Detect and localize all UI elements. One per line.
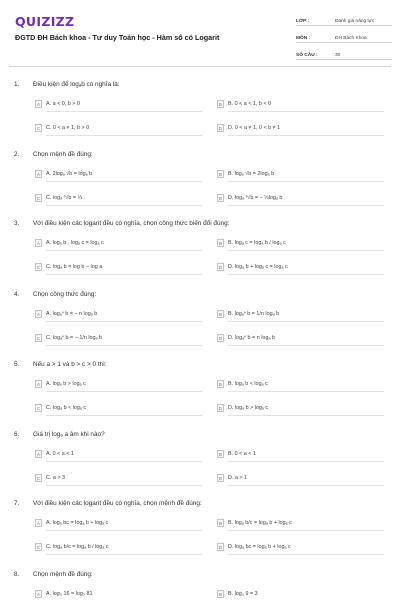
question-number: 4. <box>14 291 20 298</box>
question-number: 1. <box>14 81 20 88</box>
option-c[interactable] <box>35 541 109 553</box>
option-divider <box>46 274 202 275</box>
option-letter-box: A <box>35 310 42 318</box>
worksheet-meta <box>296 13 392 64</box>
option-text: C. logₐⁿ b = − 1/n logₐ b <box>46 335 103 341</box>
option-divider <box>228 181 384 182</box>
option-letter-box: C <box>36 195 41 201</box>
option-a[interactable] <box>35 588 93 600</box>
option-letter-box: A <box>35 590 42 598</box>
option-divider <box>228 205 384 206</box>
option-divider <box>228 391 384 392</box>
question-text: Điều kiện để logₐb có nghĩa là: <box>33 81 120 88</box>
option-divider <box>46 415 202 416</box>
option-letter-box: D <box>218 335 223 341</box>
option-letter-box: D <box>218 264 223 270</box>
meta-value: 30 <box>335 53 341 58</box>
quizizz-logo: QUIZIZZ <box>15 14 75 29</box>
option-letter-box: D <box>218 544 223 550</box>
option-d[interactable] <box>217 122 280 134</box>
question-text: Với điều kiện các logarit đều có nghĩa, chọn công thức biến đổi đúng: <box>33 220 230 227</box>
option-a[interactable] <box>35 448 74 460</box>
option-text: B. logₐ √b = 2logₐ b <box>228 171 275 177</box>
option-letter-box: B <box>217 170 224 178</box>
meta-row-class <box>296 13 392 26</box>
option-letter-box: D <box>218 475 223 481</box>
option-text: B. 0 < a < 1, b < 0 <box>228 101 272 107</box>
option-text: A. 0 < a < 1 <box>46 451 74 457</box>
option-divider <box>46 391 202 392</box>
option-text: A. logₐ b > logₐ c <box>46 381 86 387</box>
option-divider <box>228 530 384 531</box>
option-b[interactable] <box>217 168 274 180</box>
option-a[interactable] <box>35 517 108 529</box>
option-b[interactable] <box>217 517 292 529</box>
option-divider <box>46 135 202 136</box>
option-letter-box: D <box>218 125 223 131</box>
option-divider <box>228 345 384 346</box>
option-text: A. log₃ 16 = log₃ 81 <box>46 591 93 597</box>
option-text: B. log₃ 9 = 3 <box>228 591 258 597</box>
question-number: 5. <box>14 361 20 368</box>
option-text: D. logₐ b + logₐ c = logₐ c <box>228 264 288 270</box>
option-letter-box: C <box>36 125 41 131</box>
option-divider <box>228 554 384 555</box>
meta-value: Đánh giá năng lực <box>335 19 375 24</box>
option-letter-box: B <box>217 590 224 598</box>
option-letter-box: C <box>36 264 41 270</box>
option-divider <box>228 461 384 462</box>
option-divider <box>46 111 202 112</box>
option-c[interactable] <box>35 122 89 134</box>
option-text: A. 2logₐ √b = logₐ b <box>46 171 93 177</box>
question-text: Với điều kiện các logarit đều có nghĩa, chọn mệnh đề đúng: <box>33 500 202 507</box>
option-letter-box: A <box>35 519 42 527</box>
meta-label: MÔN : <box>296 36 311 41</box>
option-divider <box>228 321 384 322</box>
question-text: Giá trị logₐ a âm khi nào? <box>33 431 105 438</box>
option-text: C. logₐ ³√b = ⅓ <box>46 195 82 201</box>
meta-row-question-count <box>296 47 392 60</box>
option-divider <box>228 111 384 112</box>
meta-value: ĐH Bách Khoa <box>335 36 367 41</box>
option-divider <box>46 530 202 531</box>
question-text: Chọn mệnh đề đúng: <box>33 151 93 158</box>
question-number: 7. <box>14 500 20 507</box>
option-divider <box>228 485 384 486</box>
option-a[interactable] <box>35 98 80 110</box>
option-divider <box>46 181 202 182</box>
option-text: A. logₐ b . logₐ c = logₐ c <box>46 240 104 246</box>
option-letter-box: B <box>217 519 224 527</box>
option-c[interactable] <box>35 192 82 204</box>
question-number: 3. <box>14 220 20 227</box>
option-letter-box: D <box>218 195 223 201</box>
option-text: D. a > 1 <box>228 475 248 481</box>
option-letter-box: A <box>35 100 42 108</box>
option-text: D. logₐ bc = logₐ b + logₐ c <box>228 544 291 550</box>
option-c[interactable] <box>35 332 102 344</box>
option-divider <box>46 250 202 251</box>
option-letter-box: B <box>217 310 224 318</box>
header-divider <box>9 66 391 67</box>
option-a[interactable] <box>35 308 97 320</box>
option-letter-box: A <box>35 450 42 458</box>
option-text: D. logₐ ³√b = − ⅓logₐ b <box>228 195 283 201</box>
option-letter-box: C <box>36 475 41 481</box>
option-b[interactable] <box>217 588 258 600</box>
option-text: C. a > 3 <box>46 475 66 481</box>
option-text: B. 0 < a < 1 <box>228 451 256 457</box>
option-letter-box: C <box>36 405 41 411</box>
option-b[interactable] <box>217 98 271 110</box>
option-divider <box>46 461 202 462</box>
option-c[interactable] <box>35 402 86 414</box>
option-text: A. logₐⁿ b = − n logₐ b <box>46 311 98 317</box>
option-letter-box: D <box>218 405 223 411</box>
option-letter-box: C <box>36 544 41 550</box>
option-text: A. logₐ bc = logₐ b + logₐ c <box>46 520 109 526</box>
option-a[interactable] <box>35 378 86 390</box>
meta-label: LỚP : <box>296 19 310 24</box>
option-d[interactable] <box>217 402 268 414</box>
option-letter-box: A <box>35 239 42 247</box>
option-text: D. logₐ b > logₐ c <box>228 405 269 411</box>
option-text: B. logₐⁿ b = 1/n logₐ b <box>228 311 280 317</box>
option-text: C. logₐ b = log b − log a <box>46 264 103 270</box>
option-divider <box>228 135 384 136</box>
question-number: 6. <box>14 431 20 438</box>
option-text: C. 0 < a ≠ 1, b > 0 <box>46 125 90 131</box>
question-number: 2. <box>14 151 20 158</box>
option-letter-box: A <box>35 170 42 178</box>
option-text: B. logₐ c = logₐ b / logₐ c <box>228 240 286 246</box>
option-letter-box: B <box>217 450 224 458</box>
option-a[interactable] <box>35 168 92 180</box>
option-d[interactable] <box>217 541 291 553</box>
option-divider <box>46 345 202 346</box>
option-b[interactable] <box>217 237 286 249</box>
option-divider <box>46 205 202 206</box>
option-b[interactable] <box>217 308 279 320</box>
option-text: D. 0 < a ≠ 1, 0 < b ≠ 1 <box>228 125 281 131</box>
question-text: Nếu a > 1 và b > c > 0 thì: <box>33 361 107 368</box>
option-text: C. logₐ b < logₐ c <box>46 405 87 411</box>
option-letter-box: B <box>217 239 224 247</box>
option-letter-box: B <box>217 380 224 388</box>
option-text: B. logₐ b/c = logₐ b + logₐ c <box>228 520 292 526</box>
option-c[interactable] <box>35 472 65 484</box>
question-text: Chọn công thức đúng: <box>33 291 97 298</box>
option-text: C. logₐ b/c = logₐ b / logₐ c <box>46 544 109 550</box>
option-divider <box>228 250 384 251</box>
option-d[interactable] <box>217 332 275 344</box>
option-d[interactable] <box>217 192 282 204</box>
option-divider <box>46 485 202 486</box>
option-text: A. a < 0, b > 0 <box>46 101 80 107</box>
option-a[interactable] <box>35 237 104 249</box>
option-b[interactable] <box>217 448 256 460</box>
option-letter-box: C <box>36 335 41 341</box>
meta-row-subject <box>296 30 392 43</box>
option-text: D. logₐⁿ b = n logₐ b <box>228 335 275 341</box>
option-b[interactable] <box>217 378 268 390</box>
option-divider <box>46 554 202 555</box>
option-text: B. logₐ b < logₐ c <box>228 381 268 387</box>
option-divider <box>228 274 384 275</box>
document-title: ĐGTD ĐH Bách khoa - Tư duy Toán học - Hàm số có Logarit <box>15 33 220 42</box>
option-letter-box: A <box>35 380 42 388</box>
option-divider <box>228 415 384 416</box>
question-number: 8. <box>14 571 20 578</box>
meta-label: SỐ CÂU : <box>296 53 318 58</box>
option-d[interactable] <box>217 261 288 273</box>
question-text: Chọn mệnh đề đúng: <box>33 571 93 578</box>
option-letter-box: B <box>217 100 224 108</box>
option-c[interactable] <box>35 261 102 273</box>
option-divider <box>46 321 202 322</box>
option-d[interactable] <box>217 472 247 484</box>
